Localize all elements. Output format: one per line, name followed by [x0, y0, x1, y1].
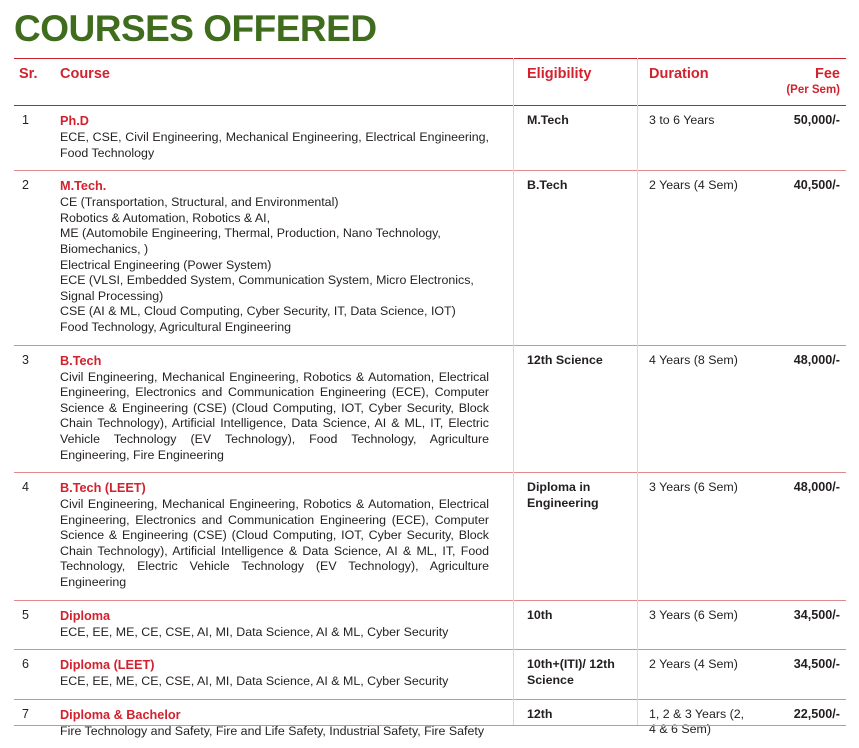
- row-duration: 3 to 6 Years: [637, 106, 752, 171]
- header-sr: Sr.: [14, 59, 42, 106]
- course-name: Ph.D: [60, 114, 89, 128]
- row-fee: 48,000/-: [752, 473, 846, 601]
- row-fee: 48,000/-: [752, 345, 846, 473]
- row-serial: 7: [14, 699, 42, 748]
- table-row: [14, 699, 846, 748]
- row-duration: 2 Years (4 Sem): [637, 650, 752, 700]
- row-duration: 3 Years (6 Sem): [637, 600, 752, 650]
- row-fee: 40,500/-: [752, 171, 846, 345]
- table-row: [14, 600, 846, 650]
- header-duration: Duration: [637, 59, 752, 106]
- row-serial: 3: [14, 345, 42, 473]
- course-name: Diploma & Bachelor: [60, 707, 181, 722]
- column-divider-eligibility: [513, 58, 514, 725]
- row-eligibility: 10th+(ITI)/ 12th Science: [513, 650, 637, 700]
- row-course: [42, 473, 513, 601]
- table-row: [14, 171, 846, 345]
- header-course: Course: [42, 59, 513, 106]
- row-duration: 3 Years (6 Sem): [637, 473, 752, 601]
- row-duration: 1, 2 & 3 Years (2, 4 & 6 Sem): [637, 699, 752, 748]
- row-serial: 1: [14, 106, 42, 171]
- row-course: [42, 600, 513, 650]
- row-eligibility: B.Tech: [513, 171, 637, 345]
- course-description: ECE, EE, ME, CE, CSE, AI, MI, Data Science, AI & ML, Cyber Security: [60, 674, 449, 689]
- course-description: ECE, EE, ME, CE, CSE, AI, MI, Data Science, AI & ML, Cyber Security: [60, 624, 449, 639]
- row-eligibility: 12th: [513, 699, 637, 748]
- header-fee-label: Fee: [815, 66, 840, 82]
- row-serial: 4: [14, 473, 42, 601]
- table-row: [14, 345, 846, 473]
- row-fee: 50,000/-: [752, 106, 846, 171]
- row-eligibility: M.Tech: [513, 106, 637, 171]
- course-description: Fire Technology and Safety, Fire and Life Safety, Industrial Safety, Fire Safety: [60, 723, 485, 738]
- column-divider-duration: [637, 58, 638, 725]
- courses-table: [14, 58, 846, 748]
- row-eligibility: Diploma in Engineering: [513, 473, 637, 601]
- course-name: M.Tech.: [60, 179, 107, 194]
- row-eligibility: 12th Science: [513, 345, 637, 473]
- table-row: [14, 106, 846, 171]
- row-course: [42, 650, 513, 700]
- header-fee: [752, 59, 846, 106]
- row-serial: 6: [14, 650, 42, 700]
- table-bottom-rule: [14, 725, 846, 726]
- course-name: Diploma (LEET): [60, 658, 155, 673]
- row-duration: 4 Years (8 Sem): [637, 345, 752, 473]
- course-description: Civil Engineering, Mechanical Engineering, Robotics & Automation, Electrical Engineering, Electronics and Communication Engineering (ECE), Computer Science & Engineering (CSE) (Cloud Computing, IOT, Cyber Security, Block Chain Technology), Artificial Intelligence, Data Science, AI & ML, IT, Electric Vehicle Technology (EV Technology), Food Technology, Agriculture Engineering, Fire Engineering: [60, 369, 489, 462]
- table-row: [14, 650, 846, 700]
- row-fee: 34,500/-: [752, 600, 846, 650]
- course-description: CE (Transportation, Structural, and Environmental) Robotics & Automation, Robotics & AI, ME (Automobile Engineering, Thermal, Production, Nano Technology, Biomechanics, ) Electrical Engineering (Power System) ECE (VLSI, Embedded System, Communication System, Micro Electronics, Signal Processing) CSE (AI & ML, Cloud Computing, Cyber Security, IT, Data Science, IOT) Food Technology, Agricultural Engineering: [60, 195, 474, 334]
- course-name: B.Tech: [60, 353, 102, 368]
- row-course: [42, 106, 513, 171]
- row-fee: 34,500/-: [752, 650, 846, 700]
- row-serial: 5: [14, 600, 42, 650]
- header-fee-sublabel: (Per Sem): [786, 84, 840, 96]
- row-fee: 22,500/-: [752, 699, 846, 748]
- course-description: ECE, CSE, Civil Engineering, Mechanical Engineering, Electrical Engineering, Food Technology: [60, 130, 489, 160]
- row-course: [42, 699, 513, 748]
- course-name: Diploma: [60, 608, 111, 623]
- row-course: [42, 345, 513, 473]
- course-name: B.Tech (LEET): [60, 481, 146, 496]
- page-title: COURSES OFFERED: [14, 8, 377, 49]
- table-header-row: [14, 59, 846, 106]
- row-eligibility: 10th: [513, 600, 637, 650]
- row-serial: 2: [14, 171, 42, 345]
- header-eligibility: Eligibility: [513, 59, 637, 106]
- table-row: [14, 473, 846, 601]
- course-description: Civil Engineering, Mechanical Engineering, Robotics & Automation, Electrical Engineering, Electronics and Communication Engineering (ECE), Computer Science & Engineering (CSE) (Cloud Computing, IOT, Cyber Security, Block Chain Technology), Artificial Intelligence & Data Science, AI & ML, IT, Food Technology, Electric Vehicle Technology (EV Technology), Agriculture Engineering: [60, 497, 489, 590]
- row-course: [42, 171, 513, 345]
- row-duration: 2 Years (4 Sem): [637, 171, 752, 345]
